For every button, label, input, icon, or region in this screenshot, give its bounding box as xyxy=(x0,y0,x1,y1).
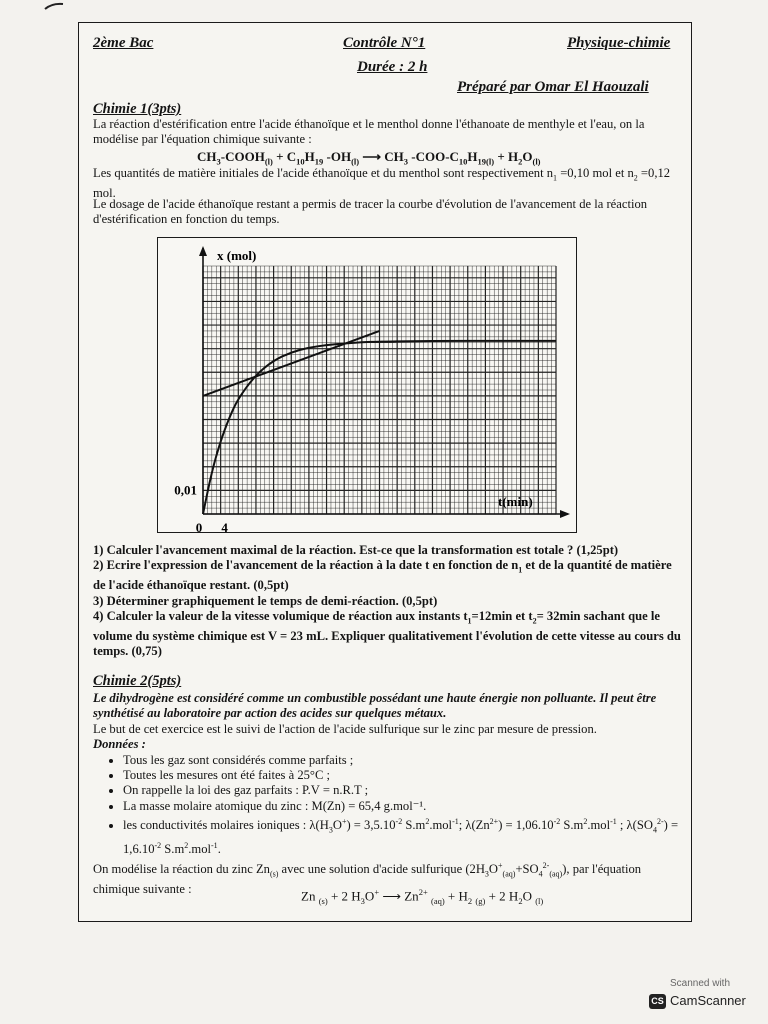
chimie2-goal: Le but de cet exercice est le suivi de l'action de l'acide sulfurique sur le zinc par mesure de pression. xyxy=(93,721,597,736)
donnees-title: Données : xyxy=(93,737,146,752)
question-4: 4) Calculer la valeur de la vitesse volumique de réaction aux instants $t_1=12\min$ et $t_2= 32\min$ sachant que le volume du système chimique est V = 23 mL. Expliquer qualitativement l'évolution de cette vitesse au cours du temps. (0,75) xyxy=(93,609,681,659)
chimie2-intro: Le dihydrogène est considéré comme un combustible possédant une haute énergie non polluante. Il peut être synthétisé au laboratoire par action des acides sur quelques métaux. xyxy=(93,691,657,721)
camscanner-brand: CamScanner xyxy=(670,993,746,1008)
camscanner-badge xyxy=(644,976,750,1018)
header-subject: Physique-chimie xyxy=(567,35,671,51)
question-2: 2) Ecrire l'expression de l'avancement de la réaction à la date t en fonction de $n_1$ et de la quantité de matière de l'acide éthanoïque restant. (0,5pt) xyxy=(93,558,672,593)
y-tick-label: 0,01 xyxy=(174,482,197,498)
donnee-item: • Toutes les mesures ont été faites à 25°C ; xyxy=(123,768,683,783)
question-3: 3) Déterminer graphiquement le temps de demi-réaction. (0,5pt) xyxy=(93,593,438,608)
chimie1-questions xyxy=(93,543,683,660)
chimie1-title: Chimie 1(3pts) xyxy=(93,101,182,117)
header-title: Contrôle N°1 xyxy=(343,35,426,51)
donnee-item: • On rappelle la loi des gaz parfaits : P.V = n.R.T ; xyxy=(123,783,683,798)
donnee-item: • Tous les gaz sont considérés comme parfaits ; xyxy=(123,753,683,768)
header-level: 2ème Bac xyxy=(93,35,154,51)
scan-corner-mark xyxy=(44,2,64,10)
donnee-item: • La masse molaire atomique du zinc : M(Zn) = 65,4 g.mol⁻¹. xyxy=(123,799,683,814)
x-tick-label: 4 xyxy=(221,520,228,534)
chimie1-intro-3: Le dosage de l'acide éthanoïque restant a permis de tracer la courbe d'évolution de l'avancement de la réaction d'estérification en fonction du temps. xyxy=(93,197,648,227)
header-duration: Durée : 2 h xyxy=(357,59,428,75)
x-tick-label: 0 xyxy=(195,520,203,534)
scanned-with-label: Scanned with xyxy=(669,978,731,989)
header-author: Préparé par Omar El Haouzali xyxy=(457,79,649,95)
chimie1-equation: $CH_3-COOH_{(l)} + C_{10}H_{19}$ $-OH_{(l)}$ ⟶ $CH_3$ $-COO-C_{10}H_{19(l)} + H_2O_{(l)}$ xyxy=(197,149,541,167)
exam-sheet xyxy=(78,22,692,922)
chart-svg xyxy=(158,238,578,534)
chimie2-body xyxy=(93,691,683,897)
chart-frame xyxy=(157,237,577,533)
donnees-list xyxy=(93,753,683,858)
x-axis-arrow xyxy=(560,510,570,518)
chimie2-equation: Zn $_{(s)}$ + 2 $H_3O^+$ ⟶ $Zn^{2+}$ $_{(aq)} + H_2$ $_{(g)}$ + 2 $H_2O$ $_{(l)}$ xyxy=(301,887,544,906)
donnee-item: • les conductivités molaires ioniques : $\lambda(H_3O^+) = 3,5.10^{-2}$ $S.m^2.mol^{-1}$; $\lambda(Zn^{2+}) = 1,06.10^{-2}$ $S.m^2.mol^{-1}$ ; $\lambda(SO_4^{2-}) = 1,6.10^{-2}$ $S.m^2.mol^{-1}$. xyxy=(123,814,683,858)
chimie2-title: Chimie 2(5pts) xyxy=(93,673,182,689)
camscanner-logo-icon: CS xyxy=(649,994,666,1009)
y-axis-label: x (mol) xyxy=(217,248,257,263)
chimie1-intro-2: Les quantités de matière initiales de l'acide éthanoïque et du menthol sont respectivement $n_1 =0,10$ mol et $n_2 =0,12$ mol. xyxy=(93,166,671,200)
chimie2-model: On modélise la réaction du zinc $Zn_{(s)}$ avec une solution d'acide sulfurique $(2H_3O^+_{(aq)}+SO_4^{2-}_{(aq)})$, par l'équation chimique suivante : xyxy=(93,860,642,897)
x-axis-label: t(min) xyxy=(498,494,533,509)
chimie1-intro-1: La réaction d'estérification entre l'acide éthanoïque et le menthol donne l'éthanoate de menthyle et l'eau, on la modélise par l'équation chimique suivante : xyxy=(93,117,645,147)
question-1: 1) Calculer l'avancement maximal de la réaction. Est-ce que la transformation est totale ? (1,25pt) xyxy=(93,543,619,557)
y-axis-arrow xyxy=(199,246,207,256)
